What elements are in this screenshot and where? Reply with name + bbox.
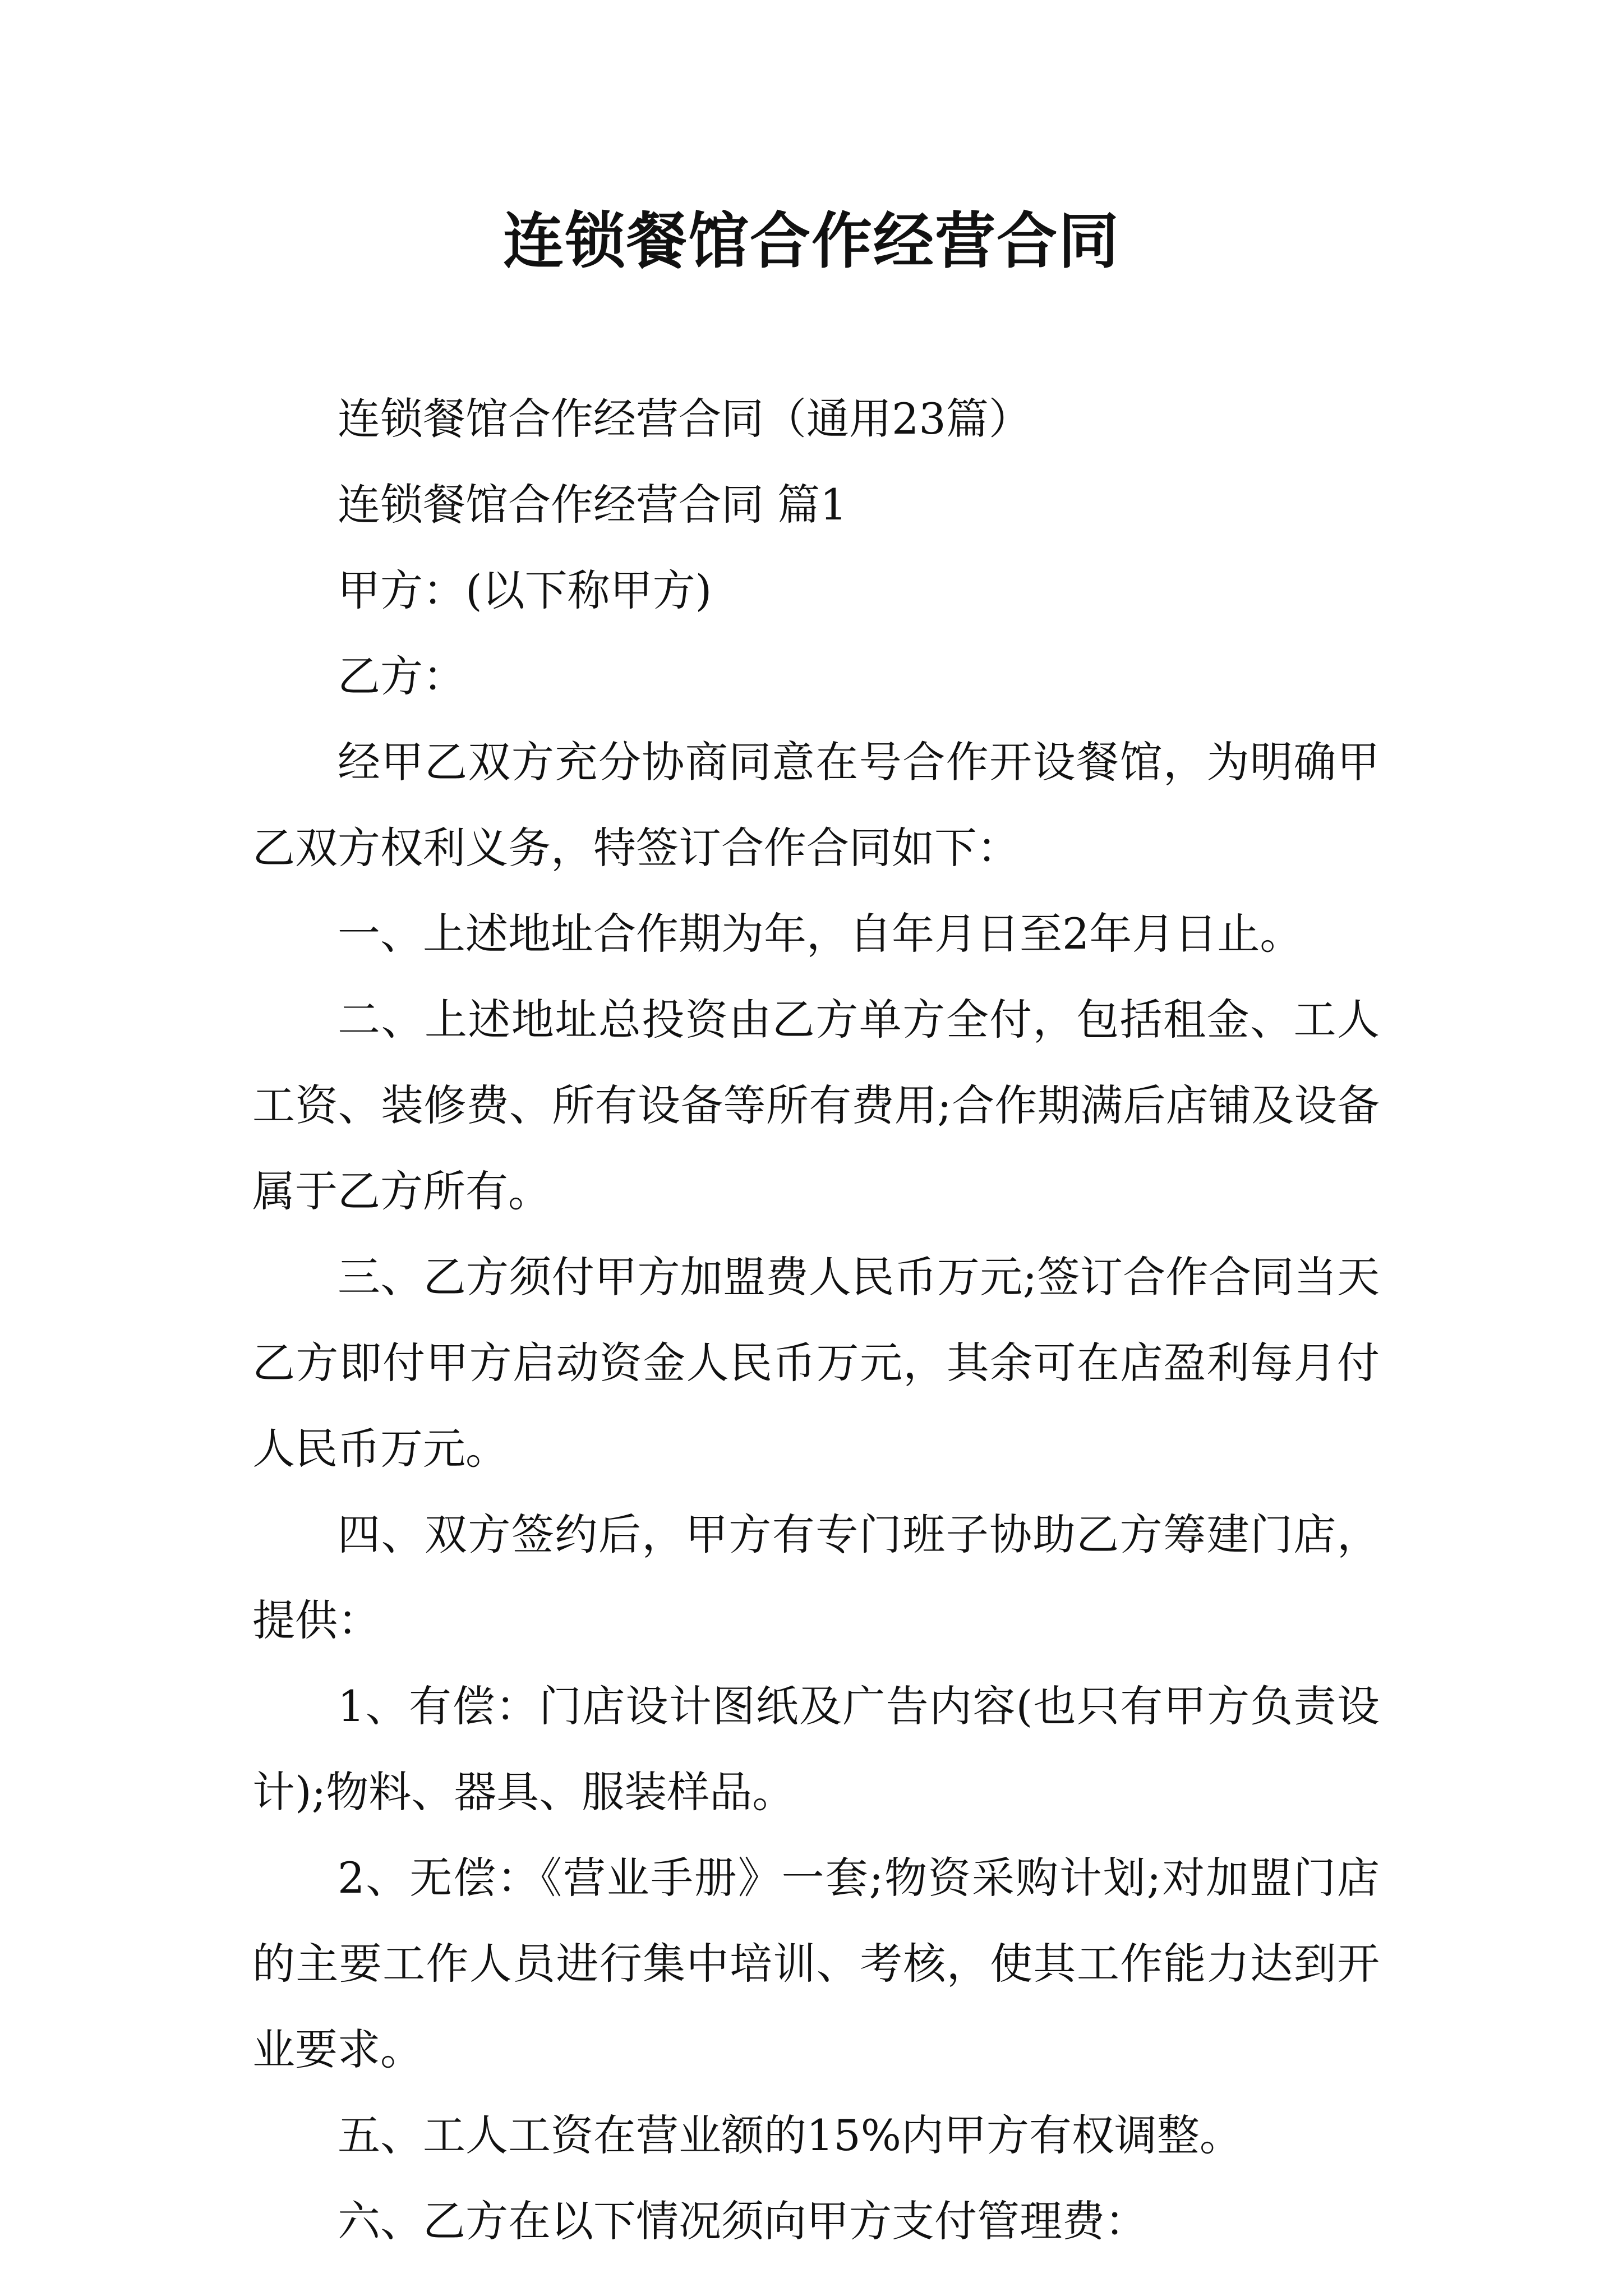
paragraph-article-number: 连锁餐馆合作经营合同 篇1 [338, 480, 847, 530]
paragraph-party-a: 甲方：(以下称甲方) [338, 565, 712, 615]
paragraph-clause-4: 四、双方签约后，甲方有专门班子协助乙方筹建门店，提供： [252, 1510, 1380, 1645]
paragraph-clause-5: 五、工人工资在营业额的15%内甲方有权调整。 [338, 2110, 1242, 2160]
paragraph-clause-3: 三、乙方须付甲方加盟费人民币万元;签订合作合同当天乙方即付甲方启动资金人民币万元，其余可在店盈利每月付人民币万元。 [252, 1252, 1380, 1474]
paragraph-preamble: 经甲乙双方充分协商同意在号合作开设餐馆，为明确甲乙双方权利义务，特签订合作合同如下： [252, 737, 1380, 873]
paragraph-party-b: 乙方： [338, 651, 465, 701]
paragraph-heading: 连锁餐馆合作经营合同（通用23篇） [338, 394, 1031, 444]
paragraph-clause-4-item-1: 1、有偿：门店设计图纸及广告内容(也只有甲方负责设计);物料、器具、服装样品。 [252, 1681, 1380, 1817]
paragraph-clause-6: 六、乙方在以下情况须向甲方支付管理费： [338, 2196, 1147, 2246]
document-title: 连锁餐馆合作经营合同 [502, 206, 1120, 277]
paragraph-clause-2: 二、上述地址总投资由乙方单方全付，包括租金、工人工资、装修费、所有设备等所有费用;合作期满后店铺及设备属于乙方所有。 [252, 995, 1380, 1216]
paragraph-clause-1: 一、上述地址合作期为年，自年月日至2年月日止。 [338, 909, 1303, 959]
paragraph-clause-4-item-2: 2、无偿：《营业手册》一套;物资采购计划;对加盟门店的主要工作人员进行集中培训、考核，使其工作能力达到开业要求。 [252, 1853, 1380, 2074]
document-body [252, 376, 1380, 2264]
